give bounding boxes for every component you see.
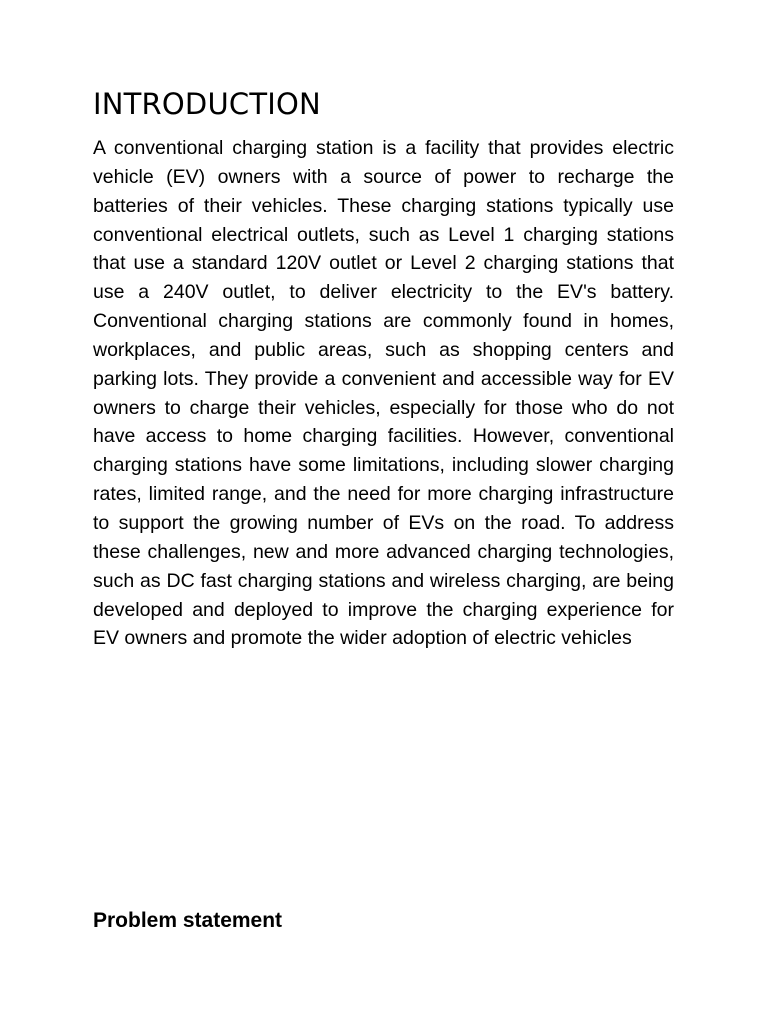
section-heading-problem-statement: Problem statement	[93, 909, 283, 932]
introduction-paragraph: A conventional charging station is a facility that provides electric vehicle (EV) owners with a source of power to recharge the batteries of their vehicles. These charging stations typically use conventional electrical outlets, such as Level 1 charging stations that use a standard 120V outlet or Level 2 charging stations that use a 240V outlet, to deliver electricity to the EV's battery. Conventional charging stations are commonly found in homes, workplaces, and public areas, such as shopping centers and parking lots. They provide a convenient and accessible way for EV owners to charge their vehicles, especially for those who do not have access to home charging facilities. However, conventional charging stations have some limitations, including slower charging rates, limited range, and the need for more charging infrastructure to support the growing number of EVs on the road. To address these challenges, new and more advanced charging technologies, such as DC fast charging stations and wireless charging, are being developed and deployed to improve the charging experience for EV owners and promote the wider adoption of electric vehicles	[93, 137, 674, 650]
section-heading-introduction: INTRODUCTION	[93, 87, 321, 121]
